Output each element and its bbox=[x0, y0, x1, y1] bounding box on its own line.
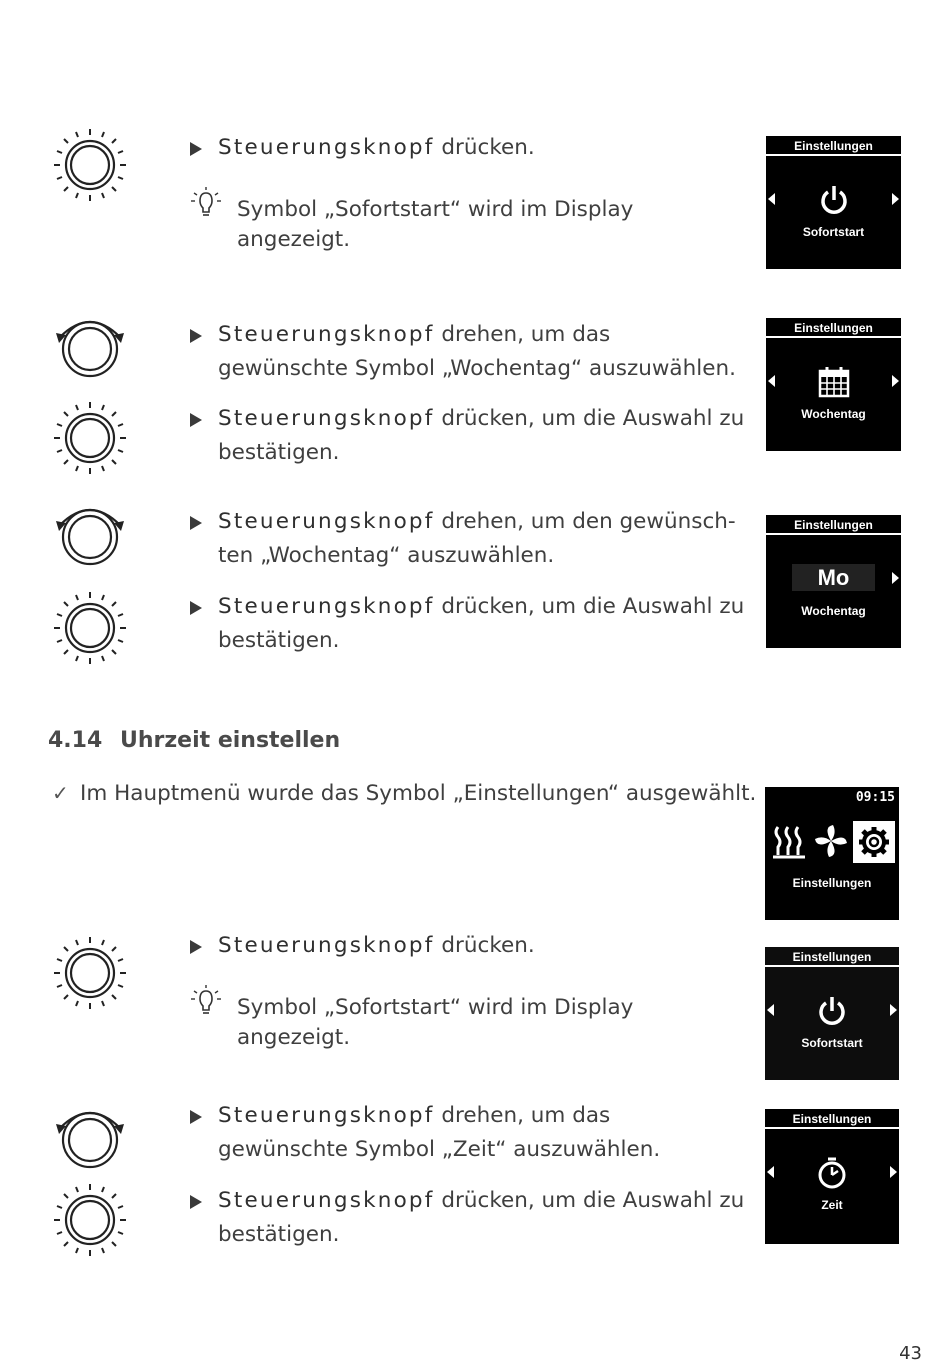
step-keyword: Steuerungsknopf bbox=[218, 509, 435, 534]
lightbulb-icon bbox=[190, 985, 222, 1021]
precondition-text: Im Hauptmenü wurde das Symbol „Einstellungen“ ausgewählt. bbox=[80, 781, 757, 806]
bullet-triangle-icon bbox=[190, 516, 202, 530]
bullet-triangle-icon bbox=[190, 329, 202, 343]
bullet-triangle-icon bbox=[190, 601, 202, 615]
display-zeit bbox=[765, 1109, 899, 1244]
knob-press-icon bbox=[50, 588, 130, 668]
calendar-icon bbox=[817, 365, 851, 399]
heater-icon bbox=[771, 823, 807, 859]
arrow-right-icon bbox=[890, 1166, 897, 1178]
display-label: Einstellungen bbox=[792, 876, 872, 890]
step-text: drücken, um die Auswahl zu bestätigen. bbox=[218, 594, 745, 653]
bullet-triangle-icon bbox=[190, 142, 202, 156]
check-icon: ✓ bbox=[52, 781, 69, 805]
clock-icon bbox=[815, 1156, 849, 1190]
knob-press-icon bbox=[50, 125, 130, 205]
knob-rotate-icon bbox=[50, 493, 130, 573]
bullet-triangle-icon bbox=[190, 1110, 202, 1124]
display-sofortstart bbox=[765, 947, 899, 1080]
fan-icon bbox=[813, 823, 849, 859]
settings-gear-icon bbox=[857, 825, 891, 859]
knob-press-icon bbox=[50, 398, 130, 478]
step-text: drücken. bbox=[434, 933, 535, 958]
step-keyword: Steuerungsknopf bbox=[218, 406, 435, 431]
display-label: Sofortstart bbox=[801, 1036, 863, 1050]
display-wochentag bbox=[766, 318, 901, 451]
knob-rotate-icon bbox=[50, 1096, 130, 1176]
display-label: Sofortstart bbox=[802, 225, 865, 239]
step-keyword: Steuerungsknopf bbox=[218, 933, 435, 958]
display-header: Einstellungen bbox=[792, 1112, 872, 1126]
display-label: Wochentag bbox=[801, 604, 866, 618]
hint-text: Symbol „Sofortstart“ wird im Display angezeigt. bbox=[237, 197, 634, 252]
step-keyword: Steuerungsknopf bbox=[218, 1103, 435, 1128]
step-press-knob bbox=[190, 1184, 745, 1252]
step-rotate-knob bbox=[190, 318, 745, 386]
section-title: Uhrzeit einstellen bbox=[120, 728, 341, 753]
display-header: Einstellungen bbox=[792, 950, 872, 964]
display-main-menu bbox=[765, 787, 899, 920]
step-keyword: Steuerungsknopf bbox=[218, 322, 435, 347]
arrow-left-icon bbox=[767, 1166, 774, 1178]
section-heading bbox=[48, 728, 340, 753]
display-header: Einstellungen bbox=[794, 321, 873, 335]
step-press-knob bbox=[190, 402, 745, 470]
display-wochentag-value bbox=[766, 515, 901, 648]
step-press-knob bbox=[190, 131, 745, 165]
step-rotate-knob bbox=[190, 505, 745, 573]
step-keyword: Steuerungsknopf bbox=[218, 135, 435, 160]
arrow-right-icon bbox=[892, 193, 899, 205]
display-header: Einstellungen bbox=[794, 139, 873, 153]
selected-icon-box bbox=[853, 821, 895, 863]
display-time: 09:15 bbox=[855, 790, 895, 805]
bullet-triangle-icon bbox=[190, 940, 202, 954]
knob-rotate-icon bbox=[50, 305, 130, 385]
step-press-knob bbox=[190, 929, 745, 963]
arrow-right-icon bbox=[892, 375, 899, 387]
step-text: drücken, um die Auswahl zu bestätigen. bbox=[218, 406, 745, 465]
hint-text: Symbol „Sofortstart“ wird im Display angezeigt. bbox=[237, 995, 634, 1050]
power-icon bbox=[815, 994, 849, 1028]
hint bbox=[190, 195, 750, 255]
arrow-left-icon bbox=[767, 1004, 774, 1016]
step-text: drücken. bbox=[434, 135, 535, 160]
arrow-left-icon bbox=[768, 375, 775, 387]
day-value: Mo bbox=[817, 565, 850, 590]
section-number: 4.14 bbox=[48, 728, 103, 753]
day-value-box bbox=[792, 564, 875, 591]
step-text: drehen, um das gewünschte Symbol „Wochentag“ auszuwählen. bbox=[218, 322, 736, 381]
lightbulb-icon bbox=[190, 187, 222, 223]
page-number: 43 bbox=[899, 1343, 922, 1364]
power-icon bbox=[817, 183, 851, 217]
display-header: Einstellungen bbox=[794, 518, 873, 532]
knob-press-icon bbox=[50, 1180, 130, 1260]
step-text: drücken, um die Auswahl zu bestätigen. bbox=[218, 1188, 745, 1247]
arrow-right-icon bbox=[890, 1004, 897, 1016]
step-rotate-knob bbox=[190, 1099, 745, 1167]
knob-press-icon bbox=[50, 933, 130, 1013]
bullet-triangle-icon bbox=[190, 413, 202, 427]
step-text: drehen, um das gewünschte Symbol „Zeit“ auszuwählen. bbox=[218, 1103, 661, 1162]
display-label: Zeit bbox=[821, 1198, 843, 1212]
step-text: drehen, um den gewünsch-ten „Wochentag“ auszuwählen. bbox=[218, 509, 736, 568]
arrow-right-icon bbox=[892, 572, 899, 584]
step-press-knob bbox=[190, 590, 745, 658]
hint bbox=[190, 993, 750, 1053]
step-keyword: Steuerungsknopf bbox=[218, 594, 435, 619]
precondition bbox=[52, 778, 756, 809]
display-label: Wochentag bbox=[801, 407, 866, 421]
bullet-triangle-icon bbox=[190, 1195, 202, 1209]
arrow-left-icon bbox=[768, 193, 775, 205]
step-keyword: Steuerungsknopf bbox=[218, 1188, 435, 1213]
display-sofortstart bbox=[766, 136, 901, 269]
